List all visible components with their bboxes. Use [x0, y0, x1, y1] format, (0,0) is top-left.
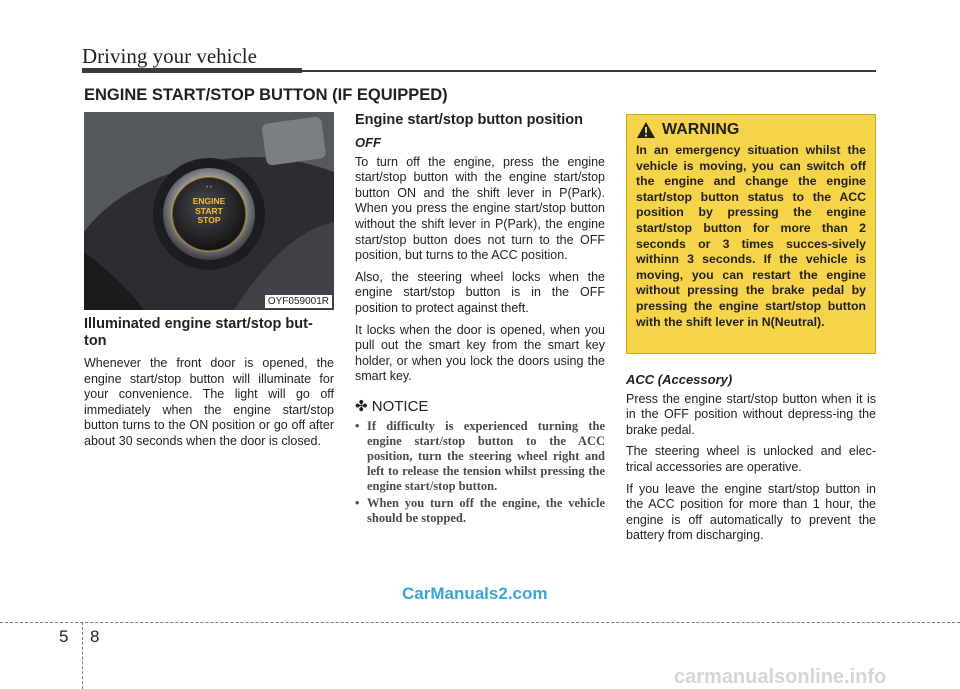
- chapter-number: 5: [59, 627, 69, 646]
- button-label-engine: ENGINE: [192, 196, 226, 206]
- notice-heading: [355, 399, 605, 415]
- warning-title: WARNING: [662, 121, 740, 138]
- column-button-position: [355, 112, 605, 528]
- warning-header: [636, 121, 866, 139]
- illuminated-body: Whenever the front door is opened, the engine start/stop button will illuminate for your convenience. The light will go off immediately when the engine start/stop button turns to the ON position or go off after about 30 seconds when the door is closed.: [84, 356, 334, 448]
- acc-label: ACC (Accessory): [626, 372, 733, 387]
- svg-text:• •: • •: [206, 185, 212, 191]
- warning-box: [626, 114, 876, 354]
- acc-paragraph-2: The steering wheel is unlocked and elec-trical accessories are operative.: [626, 444, 876, 474]
- warning-triangle-icon: [636, 121, 656, 139]
- watermark-carmanuals2[interactable]: CarManuals2.com: [402, 584, 548, 603]
- notice-item: • When you turn off the engine, the vehicle should be stopped.: [355, 496, 605, 526]
- button-label-stop: STOP: [197, 215, 221, 225]
- section-title: ENGINE START/STOP BUTTON (IF EQUIPPED): [84, 86, 448, 104]
- off-paragraph-3: It locks when the door is opened, when you pull out the smart key from the smart key holder, or when you lock the doors using the smart key.: [355, 322, 605, 384]
- notice-list: [355, 419, 605, 526]
- notice-title: NOTICE: [371, 397, 429, 415]
- off-label: OFF: [355, 135, 381, 150]
- button-label-start: START: [195, 205, 223, 216]
- notice-item: • If difficulty is experienced turning the engine start/stop button to the ACC position, turn the steering wheel right and left to release the tension whilst pressing the engine start/stop button.: [355, 419, 605, 494]
- warning-body: In an emergency situation whilst the vehicle is moving, you can switch off the engine and change the engine start/stop button status to the ACC position by pressing the engine start/stop button for more than 2 seconds or 3 times succes-sively withinn 3 seconds. If the vehicle is moving, you can restart the engine without pressing the brake pedal by pressing the engine start/stop button with the shift lever in N(Neutral).: [636, 143, 866, 329]
- off-paragraph-2: Also, the steering wheel locks when the engine start/stop button is in the OFF position to protect against theft.: [355, 269, 605, 315]
- notice-icon: ✤: [355, 397, 368, 415]
- column-acc: [626, 372, 876, 550]
- column-illuminated: [84, 316, 334, 456]
- header-rule: [302, 70, 876, 72]
- photo-caption: OYF059001R: [265, 295, 332, 308]
- off-paragraph-1: To turn off the engine, press the engine start/stop button with the engine start/stop button ON and the shift lever in P(Park). When you press the engine start/stop button without the shift lever in P(Park), the engine start/stop button does not turn to the OFF position, but turns to the ACC position.: [355, 154, 605, 263]
- button-position-heading: Engine start/stop button position: [355, 112, 583, 128]
- start-stop-button-photo: [84, 112, 334, 310]
- header-bar: [82, 68, 302, 73]
- acc-paragraph-1: Press the engine start/stop button when it is in the OFF position without depress-ing the brake pedal.: [626, 391, 876, 437]
- page-number: 8: [90, 627, 100, 646]
- watermark-carmanualsonline: carmanualsonline.info: [674, 666, 887, 688]
- footer-rule: [0, 622, 960, 623]
- acc-paragraph-3: If you leave the engine start/stop button in the ACC position for more than 1 hour, the engine is off automatically to prevent the battery from discharging.: [626, 481, 876, 543]
- footer-divider: [82, 622, 83, 689]
- illuminated-heading: Illuminated engine start/stop but-ton: [84, 316, 313, 349]
- page-header-title: Driving your vehicle: [82, 44, 257, 68]
